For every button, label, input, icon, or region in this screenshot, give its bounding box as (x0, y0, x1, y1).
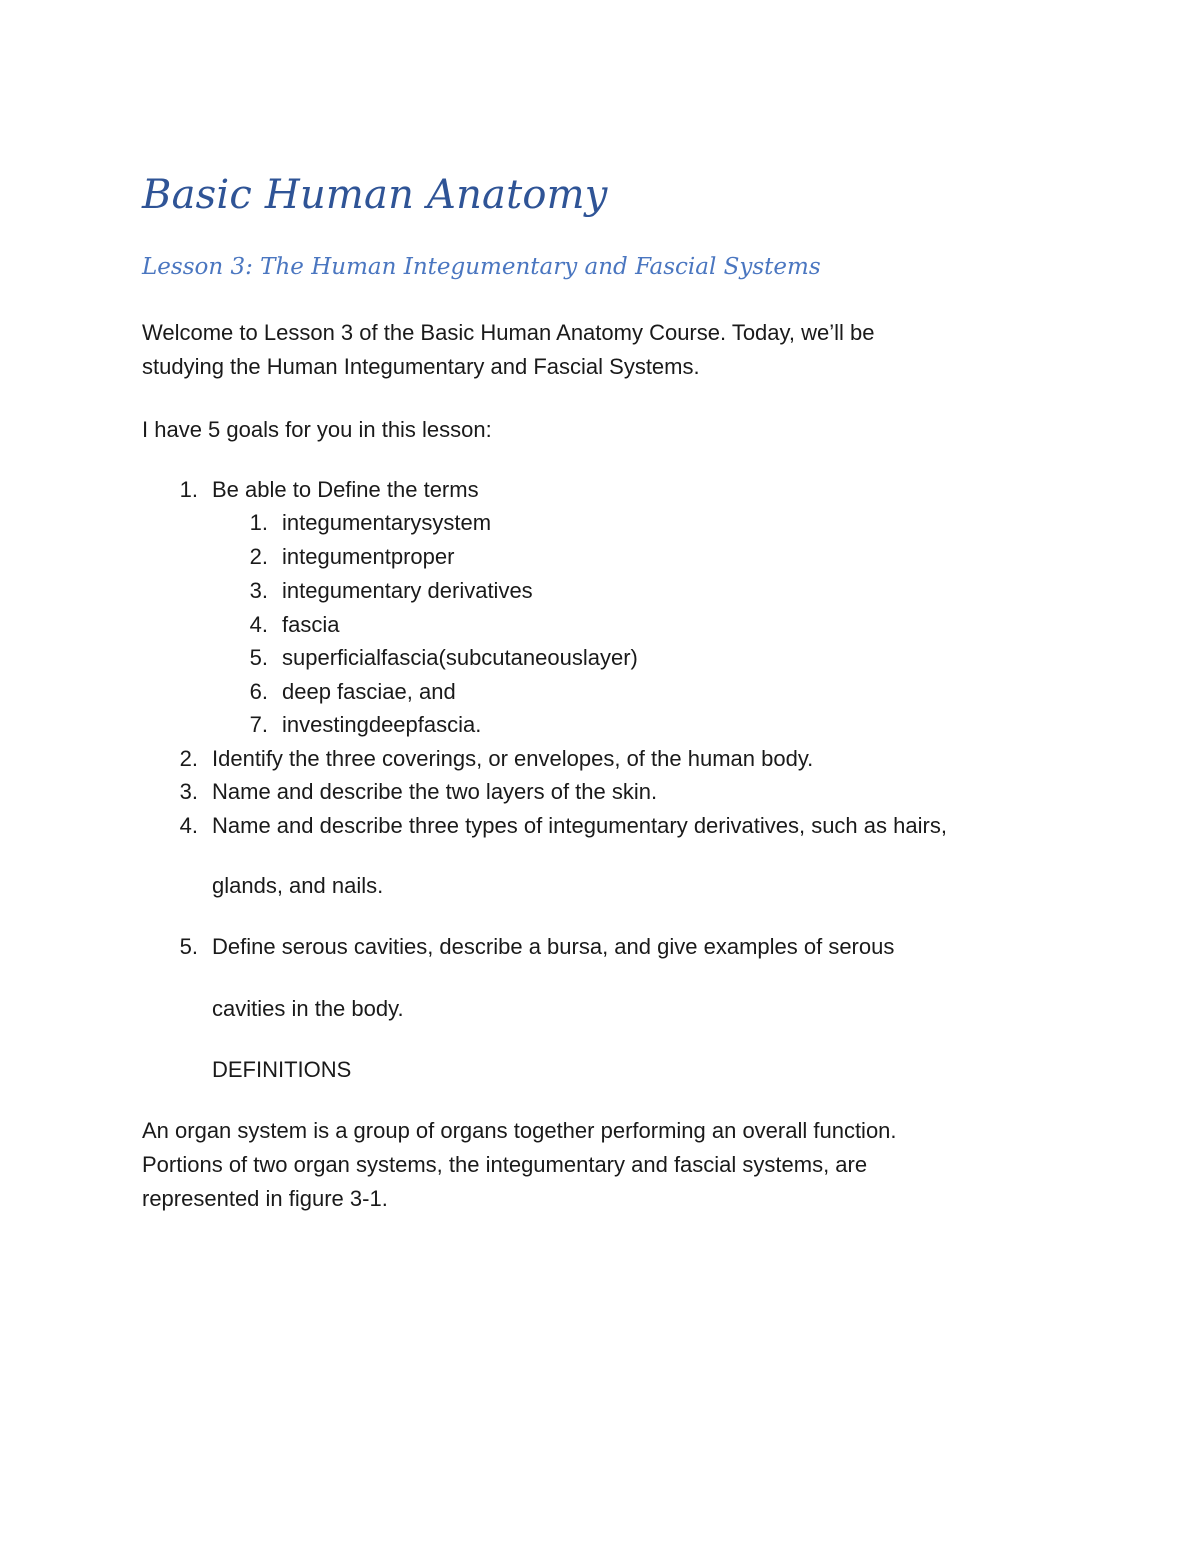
term-number: 7. (249, 712, 268, 737)
term-number: 4. (249, 612, 268, 637)
intro-line: Welcome to Lesson 3 of the Basic Human Anatomy Course. Today, we’ll be (142, 320, 875, 345)
goal-text: Name and describe the two layers of the skin. (212, 779, 658, 804)
goal-number: 5. (179, 934, 198, 959)
term-text: integumentproper (282, 544, 455, 569)
goal-number: 3. (179, 779, 198, 804)
goal-text: Be able to Define the terms (212, 477, 479, 502)
goal-number: 2. (179, 746, 198, 771)
goal-continuation: glands, and nails. (212, 873, 384, 898)
goal-text: Name and describe three types of integumentary derivatives, such as hairs, (212, 813, 947, 838)
term-text: investingdeepfascia. (282, 712, 482, 737)
term-number: 1. (249, 510, 268, 535)
term-text: integumentary derivatives (282, 578, 533, 603)
lesson-subtitle: Lesson 3: The Human Integumentary and Fascial Systems (142, 254, 821, 280)
term-text: deep fasciae, and (282, 679, 456, 704)
document-title: Basic Human Anatomy (142, 172, 608, 218)
definitions-heading: DEFINITIONS (212, 1057, 352, 1082)
goal-text: Define serous cavities, describe a bursa, and give examples of serous (212, 934, 895, 959)
goal-number: 4. (179, 813, 198, 838)
closing-line: An organ system is a group of organs together performing an overall function. (142, 1118, 897, 1143)
term-number: 2. (249, 544, 268, 569)
term-text: superficialfascia(subcutaneouslayer) (282, 645, 638, 670)
term-number: 5. (249, 645, 268, 670)
goal-text: Identify the three coverings, or envelopes, of the human body. (212, 746, 814, 771)
goals-intro: I have 5 goals for you in this lesson: (142, 417, 492, 442)
term-number: 6. (249, 679, 268, 704)
term-number: 3. (249, 578, 268, 603)
closing-paragraph (142, 1114, 897, 1216)
goal-continuation: cavities in the body. (212, 996, 404, 1021)
intro-line: studying the Human Integumentary and Fascial Systems. (142, 354, 700, 379)
closing-line: represented in figure 3-1. (142, 1186, 388, 1211)
closing-line: Portions of two organ systems, the integumentary and fascial systems, are (142, 1152, 868, 1177)
term-text: integumentarysystem (282, 510, 492, 535)
goal-number: 1. (179, 477, 198, 502)
intro-paragraph (142, 316, 875, 384)
term-text: fascia (282, 612, 340, 637)
